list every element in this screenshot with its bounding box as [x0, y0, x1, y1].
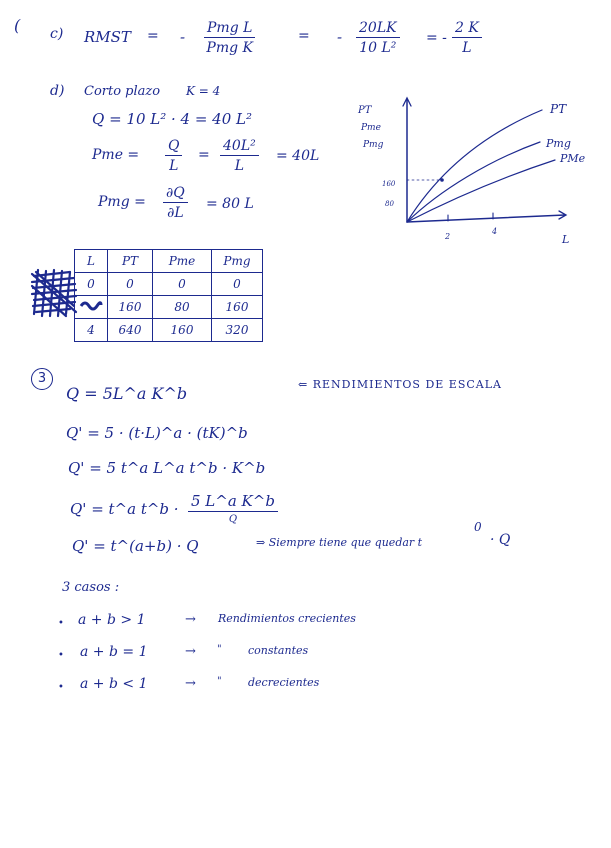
table-header-row — [75, 250, 263, 273]
equals-sign: = — [198, 147, 210, 163]
fraction-numerator: 2 K — [452, 20, 482, 38]
x-axis — [407, 215, 565, 222]
cobb-douglas-equation: Q = 5L^a K^b — [66, 384, 188, 403]
curve-label-pt: PT — [550, 102, 567, 116]
final-note-end: · Q — [490, 532, 511, 548]
table-cell-scribbled — [75, 296, 108, 319]
exponent-zero: 0 — [474, 520, 482, 534]
y-axis-label-pme: Pme — [361, 123, 381, 133]
table-cell: 0 — [153, 273, 212, 296]
k-value: K = 4 — [186, 84, 221, 98]
table-cell: 160 — [153, 319, 212, 342]
fraction-numerator: ∂Q — [163, 185, 188, 203]
equals-sign: = — [298, 28, 310, 44]
item-d-label: d) — [50, 83, 65, 99]
table-row — [75, 273, 263, 296]
q-equation: Q = 10 L² · 4 = 40 L² — [92, 110, 253, 128]
fraction-q-l — [165, 138, 182, 174]
fraction-numerator: Pmg L — [204, 20, 255, 38]
x-axis-label: L — [562, 233, 570, 246]
curve-label-pmg: Pmg — [546, 137, 571, 150]
corto-plazo-title: Corto plazo — [84, 84, 161, 99]
table-cell: 4 — [75, 319, 108, 342]
y-tick-80: 80 — [385, 200, 394, 208]
table-header-cell: Pmg — [212, 250, 263, 273]
minus-sign: - — [180, 28, 186, 46]
table-row — [75, 296, 263, 319]
table-header-cell: L — [75, 250, 108, 273]
final-equation: Q' = t^(a+b) · Q — [72, 537, 199, 555]
case-condition: a + b = 1 — [80, 644, 148, 660]
pt-curve — [407, 110, 542, 222]
pmg-result: = 80 L — [206, 196, 254, 212]
x-tick-2: 2 — [445, 232, 451, 241]
table-cell: 640 — [108, 319, 153, 342]
arrow-right: → — [185, 644, 196, 659]
ditto-mark: " — [217, 676, 222, 687]
fraction-numerator: 20LK — [356, 20, 400, 38]
section-number-badge: 3 — [31, 368, 53, 390]
bullet: • — [58, 618, 64, 629]
rmst-label: RMST — [84, 28, 131, 46]
underbrace-term: 5 L^a K^b — [188, 492, 278, 512]
arrow-right: → — [185, 612, 196, 627]
scribble-mark — [30, 268, 78, 318]
fraction-denominator: L — [169, 158, 179, 174]
equals-sign: = — [147, 28, 159, 44]
x-tick-4: 4 — [492, 227, 498, 236]
final-note: ⇒ Siempre tiene que quedar t — [256, 536, 423, 549]
table-header-cell: Pme — [153, 250, 212, 273]
table-cell: 320 — [212, 319, 263, 342]
fraction-2k-l — [452, 20, 482, 56]
table-row — [75, 319, 263, 342]
pme-label: Pme = — [92, 147, 140, 163]
curve-label-pme: PMe — [560, 152, 586, 165]
scribble-mark — [79, 299, 103, 313]
factored-equation: Q' = t^a t^b · — [70, 500, 179, 518]
fraction-dq-dl — [163, 185, 188, 221]
pme-result: = 40L — [276, 148, 320, 164]
cases-title: 3 casos : — [62, 580, 120, 595]
ditto-mark: " — [217, 644, 222, 655]
item-c-label: c) — [50, 26, 64, 42]
table-cell: 160 — [212, 296, 263, 319]
y-axis-label-pmg: Pmg — [363, 140, 384, 150]
scaled-equation: Q' = 5 · (t·L)^a · (tK)^b — [66, 424, 248, 442]
case-condition: a + b > 1 — [78, 612, 146, 628]
table-cell: 0 — [212, 273, 263, 296]
fraction-40l2-l — [220, 138, 259, 174]
table-cell: 0 — [75, 273, 108, 296]
production-graph — [350, 90, 600, 250]
case-text: decrecientes — [248, 676, 320, 689]
y-axis-label-pt: PT — [358, 105, 372, 116]
rendimientos-escala-note: ⇐ RENDIMIENTOS DE ESCALA — [298, 378, 502, 391]
fraction-denominator: L — [234, 158, 245, 174]
fraction-denominator: L — [462, 40, 472, 56]
fraction-20lk-10l2 — [356, 20, 400, 56]
values-table — [74, 249, 263, 342]
table-cell: 80 — [153, 296, 212, 319]
bracket-mark: ( — [14, 16, 21, 35]
curve-point — [440, 178, 444, 182]
arrow-right: → — [185, 676, 196, 691]
table-cell: 0 — [108, 273, 153, 296]
fraction-denominator: 10 L² — [359, 40, 397, 56]
case-condition: a + b < 1 — [80, 676, 148, 692]
equals-minus: = - — [426, 30, 447, 46]
table-header-cell: PT — [108, 250, 153, 273]
bullet: • — [58, 682, 64, 693]
pmg-label: Pmg = — [98, 194, 146, 210]
underbraced-term — [188, 492, 278, 525]
fraction-denominator: Pmg K — [206, 40, 253, 56]
fraction-numerator: Q — [165, 138, 182, 156]
bullet: • — [58, 650, 64, 661]
underbrace-label: Q — [228, 514, 238, 525]
fraction-numerator: 40L² — [220, 138, 259, 156]
y-tick-160: 160 — [382, 180, 396, 188]
table-cell: 160 — [108, 296, 153, 319]
case-text: Rendimientos crecientes — [218, 612, 356, 625]
fraction-pmgl-pmgk — [204, 20, 255, 56]
minus-sign: - — [337, 28, 343, 46]
pmg-curve — [407, 142, 540, 222]
fraction-denominator: ∂L — [167, 205, 184, 221]
case-text: constantes — [248, 644, 309, 657]
expanded-equation: Q' = 5 t^a L^a t^b · K^b — [68, 459, 266, 477]
